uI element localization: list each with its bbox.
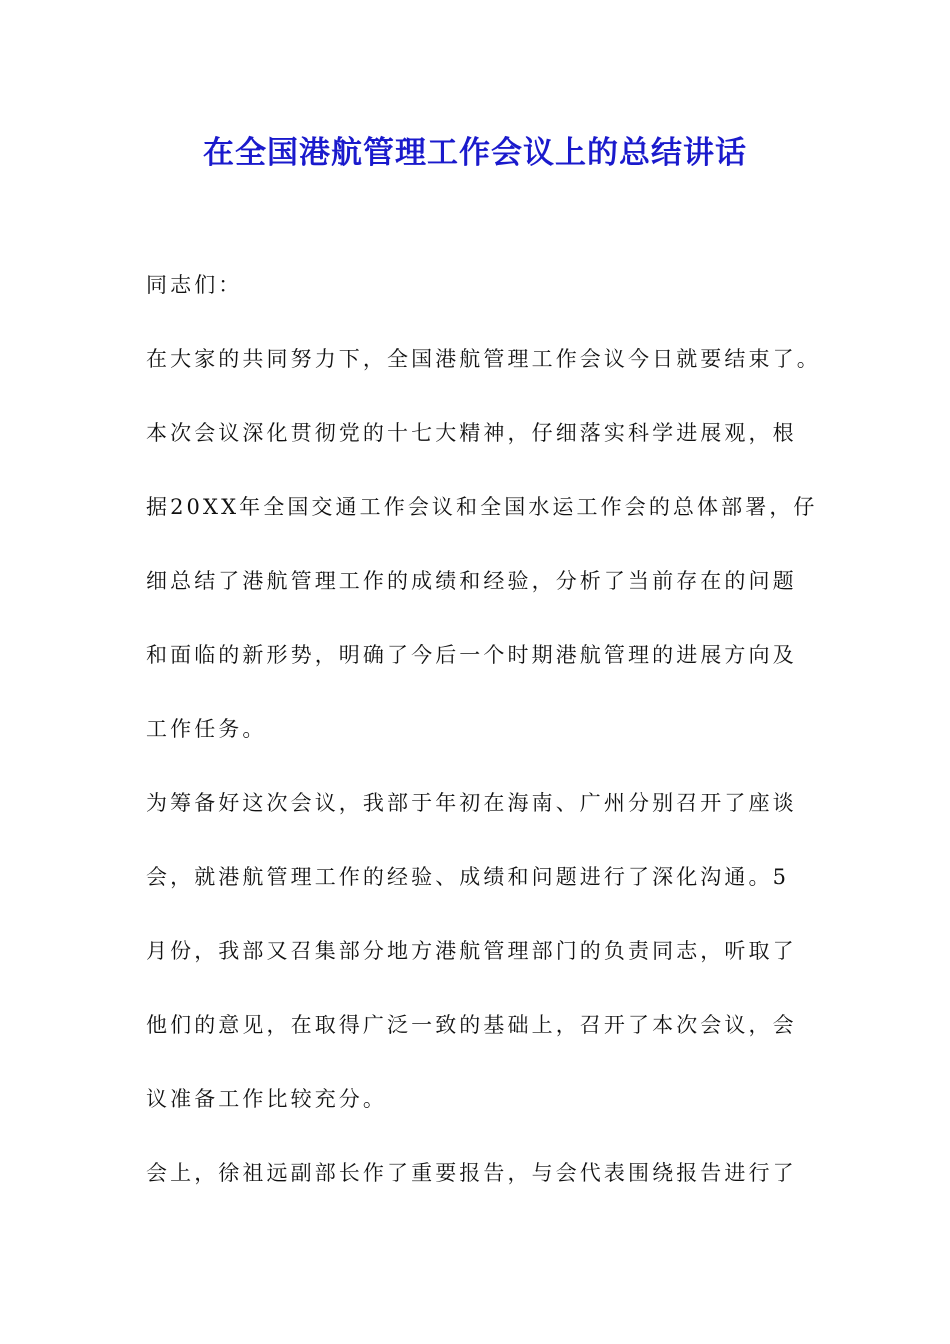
body-line: 会上，徐祖远副部长作了重要报告，与会代表围绕报告进行了 <box>146 1161 797 1185</box>
body-line: 议准备工作比较充分。 <box>146 1087 387 1111</box>
document-title: 在全国港航管理工作会议上的总结讲话 <box>203 135 747 171</box>
body-line: 细总结了港航管理工作的成绩和经验，分析了当前存在的问题 <box>146 569 797 593</box>
body-line: 月份，我部又召集部分地方港航管理部门的负责同志，听取了 <box>146 939 797 963</box>
body-line: 为筹备好这次会议，我部于年初在海南、广州分别召开了座谈 <box>146 791 797 815</box>
body-line: 工作任务。 <box>146 717 267 741</box>
body-line: 在大家的共同努力下，全国港航管理工作会议今日就要结束了。 <box>146 347 821 371</box>
body-line: 会，就港航管理工作的经验、成绩和问题进行了深化沟通。5 <box>146 865 790 889</box>
body-line: 本次会议深化贯彻党的十七大精神，仔细落实科学进展观，根 <box>146 421 797 445</box>
salutation: 同志们： <box>146 273 243 297</box>
body-line: 据20XX年全国交通工作会议和全国水运工作会的总体部署，仔 <box>146 495 818 519</box>
body-line: 他们的意见，在取得广泛一致的基础上，召开了本次会议，会 <box>146 1013 797 1037</box>
body-line: 和面临的新形势，明确了今后一个时期港航管理的进展方向及 <box>146 643 797 667</box>
